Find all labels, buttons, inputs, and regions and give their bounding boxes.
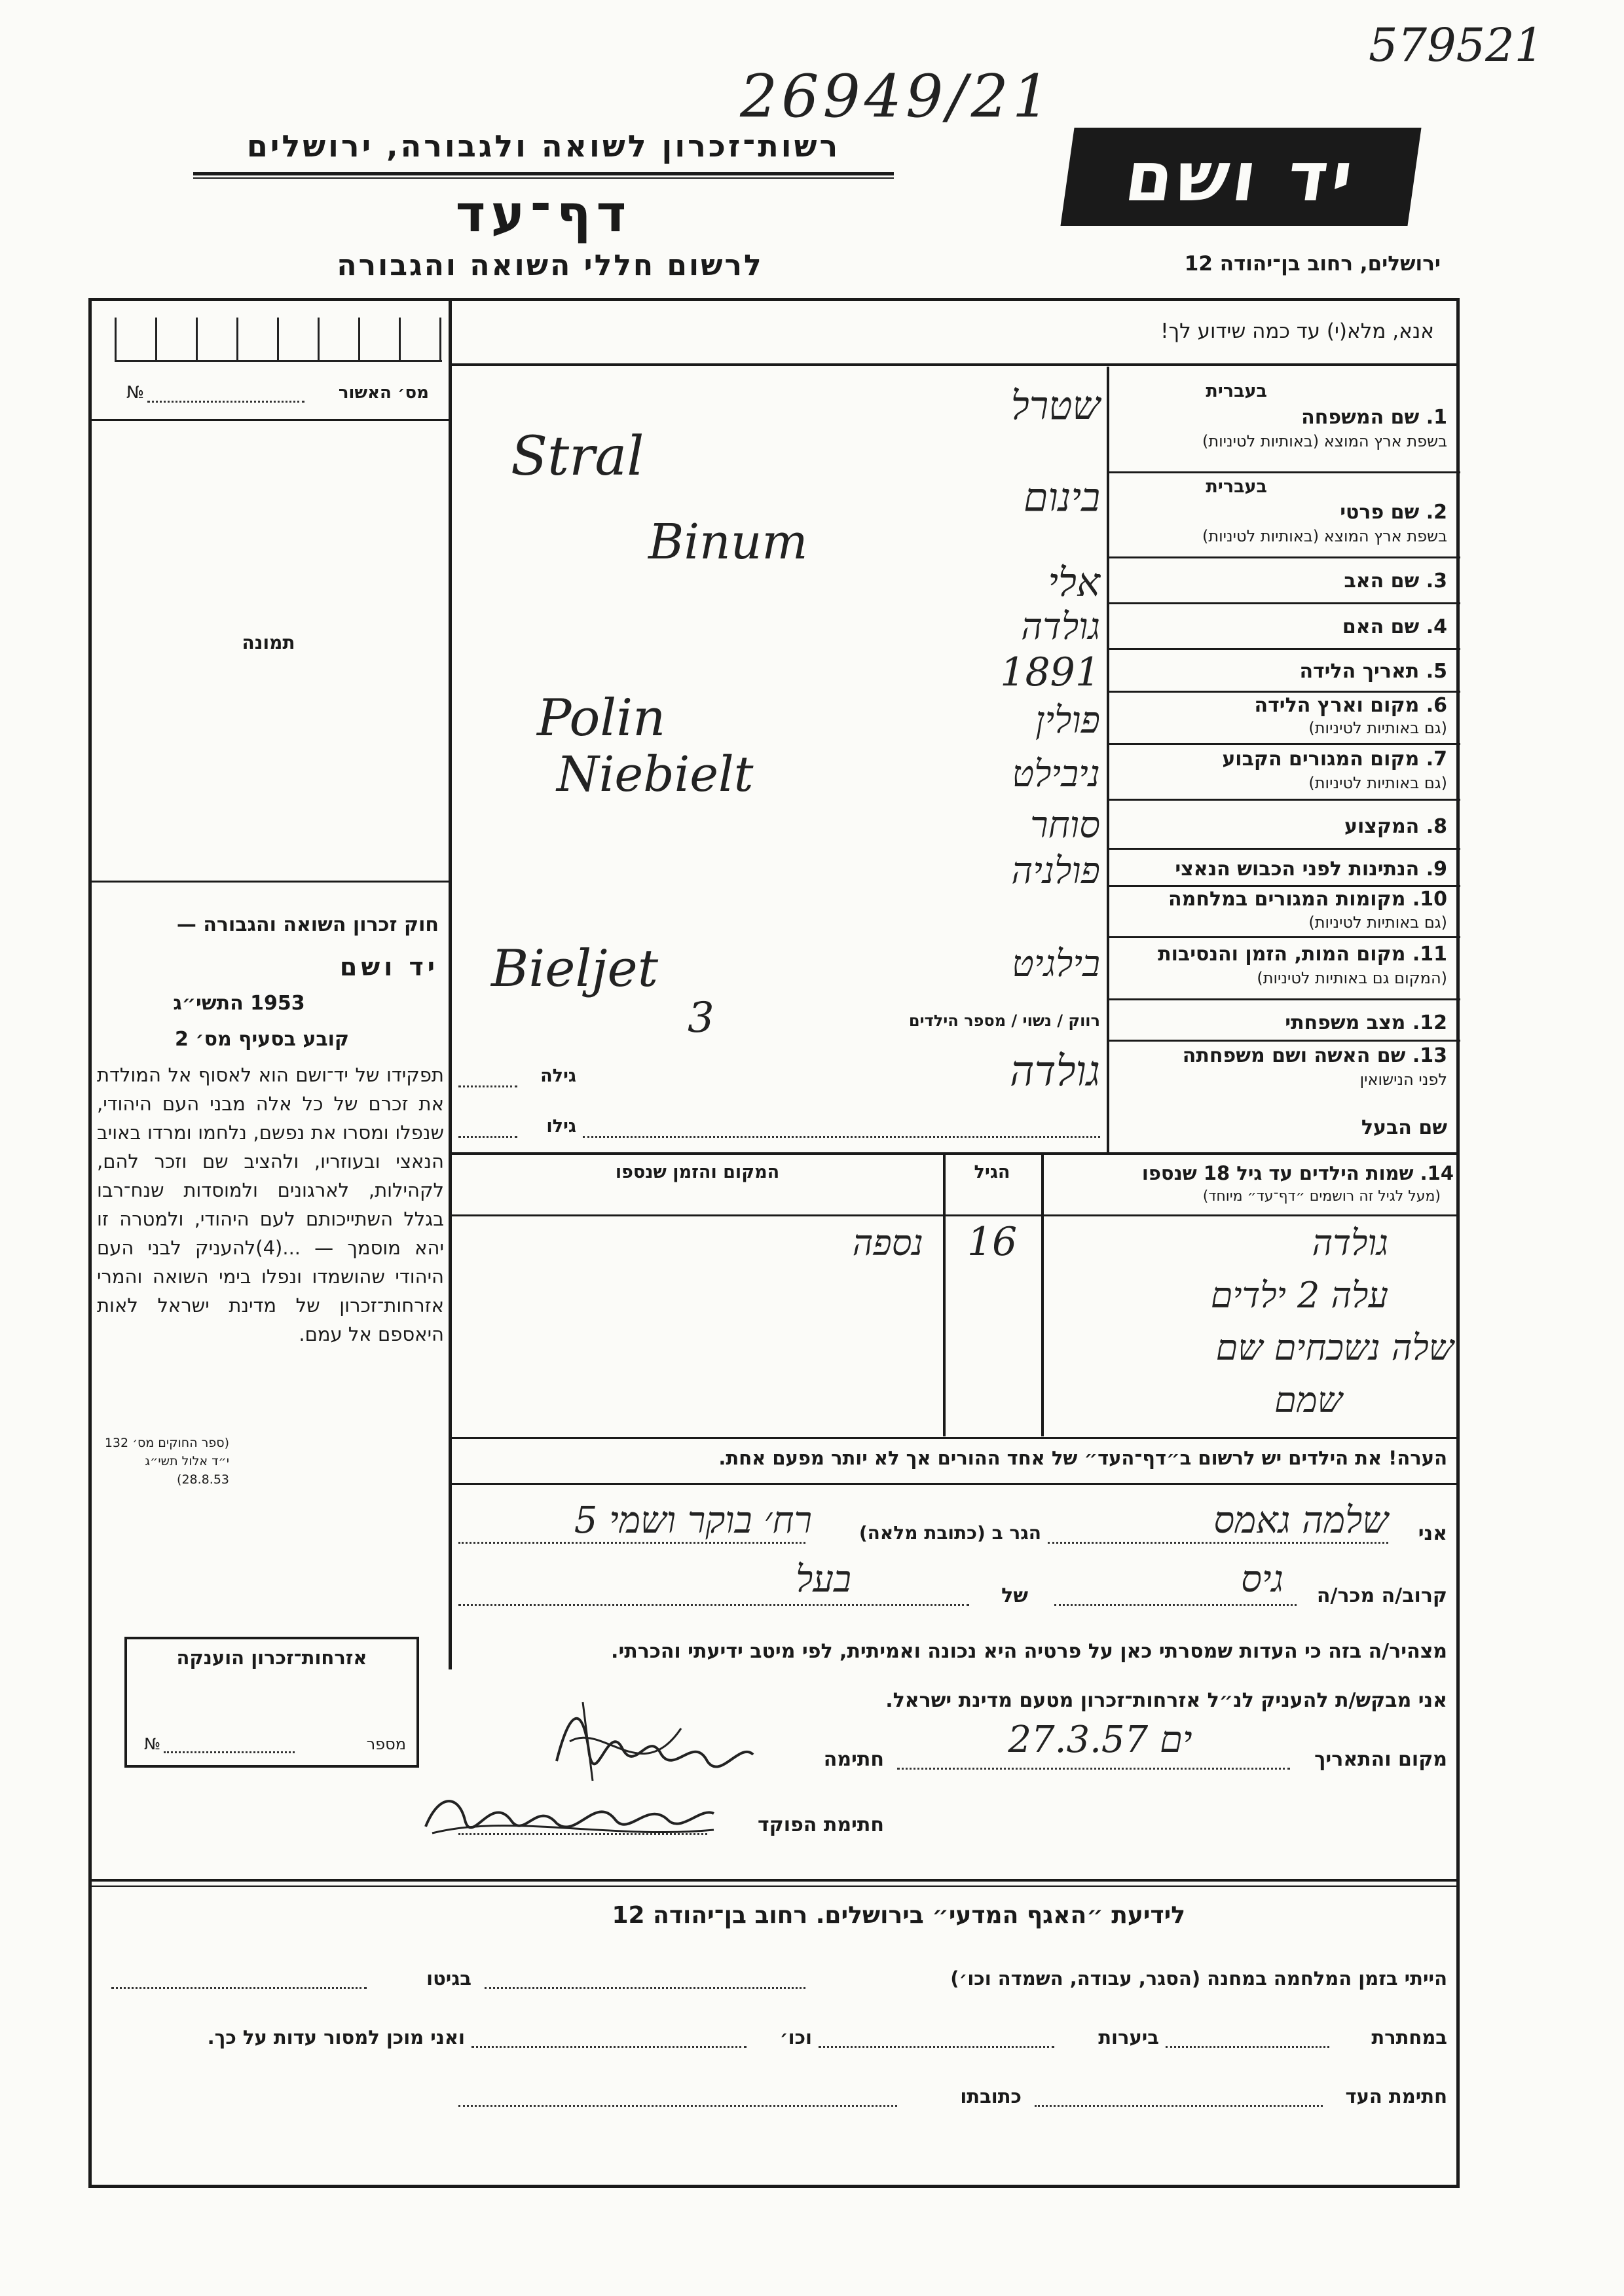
field-2-sublabel: בשפת ארץ המוצא (באותיות לטיניות) — [1202, 527, 1447, 545]
child-name: עלה 2 ילדים — [1210, 1275, 1388, 1316]
law-text: תפקידו של יד־ושם הוא לאסוף אל המולדת את זכרם של כל אלה מבני העם היהודי, שנפלו ומסרו את נפשם, נלחמו ומרדו באויב הנאצי ובעוזריו, ולהציב שם וזכר להם, לקהילות, לארגונים ולמוסדות שנח־רבו בגלל השתייכותם לעם היהודי, ולמטרה זו יהא מוסמך — ...(4)להעניק לבני העם היהודי שהושמדו ונפלו בימי השואה והמרי אזרחות־זכרון של מדינת ישראל לאות היאספם אל עמם. — [97, 1064, 444, 1345]
field-11-sublabel: (המקום גם באותיות לטיניות) — [1257, 969, 1447, 987]
field-11-label: 11. מקום המות, הזמן והנסיבות — [1158, 943, 1447, 966]
children-rows — [452, 1219, 1460, 1435]
declaration-statement: מצהיר/ה בזה כי העדות שמסרתי כאן על פרטיה היא נכונה ואמיתית, לפי מיטב ידיעתי והכרתי. — [611, 1640, 1447, 1663]
declaration-request: אני מבקש/ת להעניק לנ״ל אזרחות־זכרון מטעם מדינת ישראל. — [885, 1689, 1447, 1712]
field-7-value-hebrew: ניבילט — [1012, 753, 1100, 795]
law-logo — [131, 953, 439, 981]
field-9-value: פולניה — [1011, 850, 1100, 892]
children-note: הערה! את הילדים יש לרשום ב״דף־העד״ של אחד ההורים אך לא יותר מפעם אחת. — [718, 1447, 1447, 1469]
law-title: חוק זכרון השואה והגבורה — — [176, 913, 439, 936]
children-row — [452, 1376, 1460, 1429]
footer-address: כתובתו — [960, 2085, 1022, 2107]
place-date-label: מקום והתאריך — [1314, 1748, 1447, 1771]
field-12-label: 12. מצב משפחתי — [1285, 1011, 1447, 1034]
children-row — [452, 1219, 1460, 1271]
children-header-sub: (מעל לגיל זה רושמים ״דף־עד״ מיוחד) — [1202, 1188, 1441, 1205]
approval-number-label: מס׳ האשור — [338, 383, 429, 403]
field-10-label: 10. מקומות המגורים במלחמה — [1168, 888, 1447, 911]
field-6-label: 6. מקום וארץ הלידה — [1254, 694, 1447, 717]
footer-line1: הייתי בזמן המלחמה במחנה (הסגר, עבודה, השמדה וכו׳) — [950, 1967, 1447, 1990]
field-7-sublabel: (גם באותיות לטיניות) — [1308, 774, 1447, 792]
law-section: קובע בסעיף מס׳ 2 — [174, 1028, 350, 1051]
authority-name: רשות־זכרון לשואה ולגבורה, ירושלים — [246, 128, 841, 164]
law-name: יד ושם — [339, 953, 439, 981]
field-6-sublabel: (גם באותיות לטיניות) — [1308, 719, 1447, 737]
field-4-label: 4. שם האם — [1342, 615, 1447, 638]
children-row — [452, 1271, 1460, 1324]
children-col-place: המקום והזמן שנספו — [615, 1162, 780, 1182]
place-date-value: 27.3.57 ים — [1008, 1719, 1192, 1761]
field-1-value-latin: Stral — [511, 426, 644, 488]
children-header: 14. שמות הילדים עד גיל 18 שנספו — [1141, 1162, 1454, 1184]
declarant-name: שלמה גאמס — [1213, 1499, 1388, 1542]
footer-ghetto: בגיטו — [426, 1967, 471, 1990]
field-2-value-latin: Binum — [648, 514, 808, 570]
children-col-age: הגיל — [974, 1162, 1010, 1182]
authority-underline — [193, 172, 894, 175]
corner-number: 579521 — [1369, 18, 1544, 72]
law-reference: (ספר החוקים מס׳ 132 י״ד אלול תשי״ג 28.8.53) — [104, 1436, 229, 1487]
citizenship-box-title: אזרחות־זכרון הוענקה — [176, 1647, 367, 1669]
field-5-value: 1891 — [1000, 649, 1100, 695]
field-6-value-latin: Polin — [537, 689, 666, 748]
field-10-sublabel: (גם באותיות לטיניות) — [1308, 913, 1447, 932]
field-8-label: 8. המקצוע — [1344, 815, 1447, 838]
officer-signature-scribble — [413, 1768, 727, 1853]
field-8-value: סוחר — [1030, 804, 1100, 847]
officer-signature — [413, 1768, 727, 1853]
footer-title: לידיעת ״האגף המדעי״ בירושלים. רחוב בן־יהודה 12 — [612, 1902, 1185, 1929]
document-number: 26949/21 — [740, 62, 1054, 131]
of-value: בעל — [796, 1558, 851, 1601]
child-age: 16 — [967, 1219, 1018, 1265]
footer-witness-signature: חתימת העד — [1345, 2085, 1447, 2107]
field-9-label: 9. הנתינות לפני הכבוש הנאצי — [1175, 858, 1447, 881]
field-2-label: 2. שם פרטי — [1340, 501, 1447, 524]
field-11-value-hebrew: בילגיט — [1012, 943, 1100, 985]
footer-forests: ביערות — [1098, 2026, 1159, 2049]
relative-value: גיס — [1240, 1558, 1283, 1601]
form-subtitle: לרשום חללי השואה והגבורה — [337, 249, 764, 282]
form-title: דף־עד — [455, 185, 632, 244]
footer-etc: וכו׳ — [779, 2026, 812, 2049]
child-place: נספה — [852, 1222, 923, 1264]
husband-age-label: גילו — [546, 1116, 576, 1137]
law-year: 1953 התשי״ג — [173, 992, 305, 1015]
field-1-value-hebrew: שטרל — [1010, 383, 1100, 429]
field-1-sublabel: בשפת ארץ המוצא (באותיות לטיניות) — [1202, 432, 1447, 450]
child-name: שלה נשכחים שם — [1215, 1327, 1454, 1368]
field-13-label: 13. שם האשה ושם משפחתה — [1182, 1044, 1447, 1067]
field-4-value: גולדה — [1021, 606, 1100, 648]
signature-label: חתימה — [823, 1748, 884, 1771]
field-6-value-hebrew: פולין — [1035, 699, 1100, 742]
field-13-value: גולדה — [1010, 1048, 1100, 1096]
yad-vashem-logo: יד ושם — [1060, 128, 1421, 226]
footer-underground: במחתרת — [1371, 2026, 1447, 2049]
header-address: ירושלים, רחוב בן־יהודה 12 — [1184, 252, 1441, 276]
husband-name-label: שם הבעל — [1361, 1116, 1447, 1139]
children-row — [452, 1324, 1460, 1376]
photo-label: תמונה — [242, 632, 295, 653]
officer-signature-label: חתימת הפוקד — [758, 1813, 884, 1836]
field-5-label: 5. תאריך הלידה — [1299, 660, 1447, 683]
field-1-hebrew-tag: בעברית — [1206, 381, 1267, 401]
field-12-value: 3 — [688, 994, 714, 1042]
field-3-value: אלי — [1048, 560, 1100, 606]
field-2-value-hebrew: בינום — [1024, 475, 1100, 520]
left-column-divider — [449, 298, 452, 1669]
intro-text: אנא, מלא(י) עד כמה שידוע לך! — [1160, 319, 1434, 343]
field-12-options: רווק / נשוי / מספר הילדים — [908, 1011, 1100, 1030]
field-7-value-latin: Niebielt — [557, 746, 754, 803]
child-name: שמם — [1274, 1379, 1342, 1421]
child-name: גולדה — [1312, 1222, 1388, 1264]
of-label: של — [1001, 1584, 1028, 1607]
footer-testify: ואני מוכן למסור עדות על כך. — [207, 2026, 465, 2049]
field-2-hebrew-tag: בעברית — [1206, 477, 1267, 497]
declaration-ani: אני — [1418, 1522, 1447, 1545]
declarant-address: רח׳ בוקר ושמי 5 — [574, 1499, 812, 1542]
wife-age-label: גילה — [540, 1066, 576, 1086]
field-1-label: 1. שם המשפחה — [1301, 406, 1447, 429]
field-13-sublabel: לפני הנישואין — [1359, 1070, 1447, 1089]
field-3-label: 3. שם האב — [1344, 570, 1447, 592]
relative-label: קרוב/ה מכר/ה — [1316, 1584, 1447, 1607]
declaration-lives: הגר ב (כתובת מלאה) — [858, 1522, 1041, 1544]
field-7-label: 7. מקום המגורים הקבוע — [1222, 748, 1447, 771]
field-11-value-latin: Bieljet — [491, 939, 659, 998]
citizenship-number-label: מספר — [366, 1735, 406, 1753]
citizenship-number-symbol: № — [144, 1735, 160, 1753]
approval-number-symbol: № — [126, 383, 144, 403]
